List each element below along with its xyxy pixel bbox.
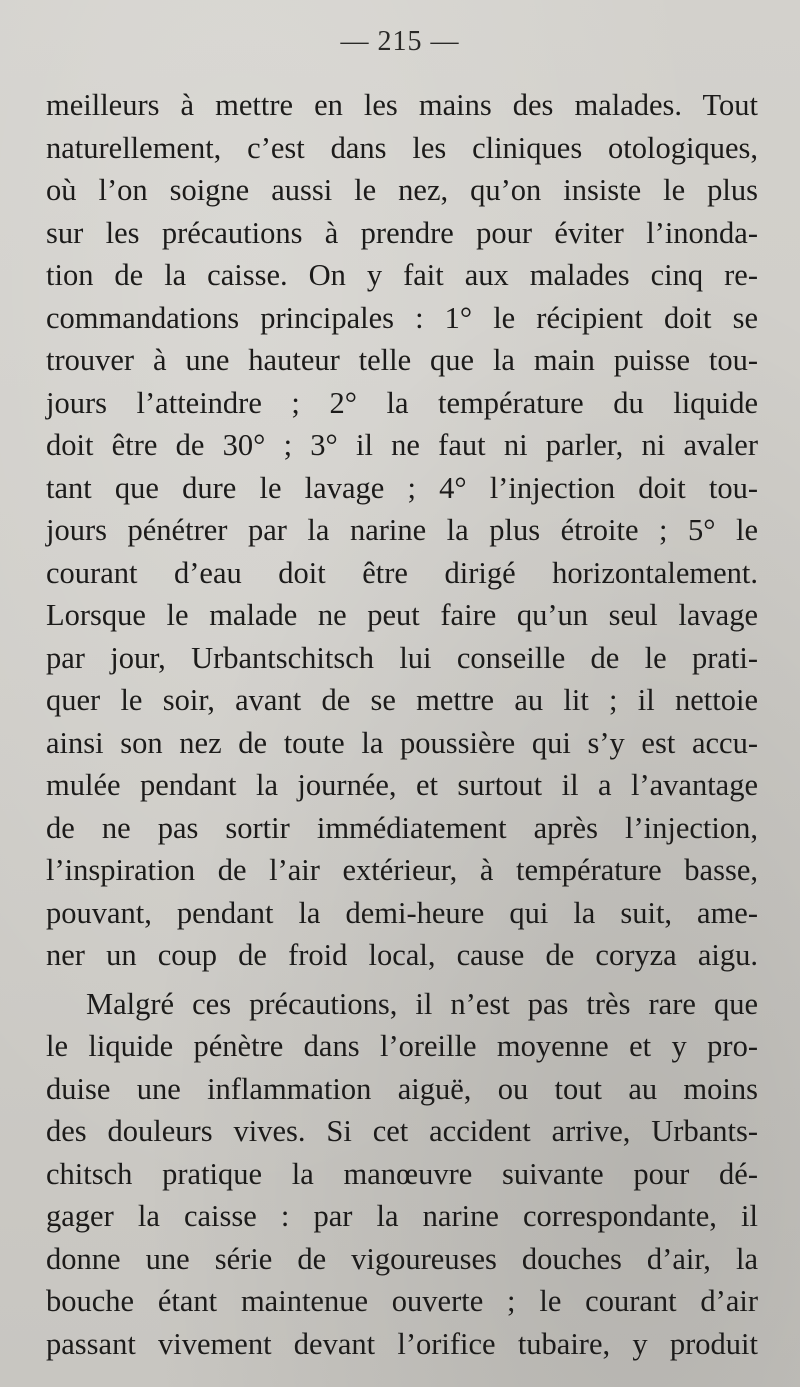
body-text bbox=[46, 84, 758, 1365]
text-line: chitsch pratique la manœuvre suivante pour dé- bbox=[46, 1156, 758, 1191]
text-line: bouche étant maintenue ouverte ; le courant d’air bbox=[46, 1284, 758, 1318]
page-number: — 215 — bbox=[340, 26, 460, 57]
text-line: gager la caisse : par la narine correspondante, il bbox=[46, 1199, 758, 1233]
text-line: mulée pendant la journée, et surtout il a l’avantage bbox=[46, 768, 758, 802]
text-line: doit être de 30° ; 3° il ne faut ni parler, ni avaler bbox=[46, 428, 758, 462]
text-line: meilleurs à mettre en les mains des malades. Tout bbox=[46, 88, 758, 122]
text-line: par jour, Urbantschitsch lui conseille de le prati- bbox=[46, 640, 758, 675]
text-line: quer le soir, avant de se mettre au lit ; il nettoie bbox=[46, 683, 758, 717]
text-line: tion de la caisse. On y fait aux malades cinq re- bbox=[46, 258, 758, 292]
text-line: tant que dure le lavage ; 4° l’injection doit tou- bbox=[46, 470, 758, 505]
text-line: sur les précautions à prendre pour éviter l’inonda- bbox=[46, 215, 758, 250]
paragraph-2 bbox=[46, 983, 758, 1366]
text-line: de ne pas sortir immédiatement après l’injection, bbox=[46, 810, 758, 845]
text-line: pouvant, pendant la demi-heure qui la suit, ame- bbox=[46, 895, 758, 930]
text-line: Malgré ces précautions, il n’est pas très rare que bbox=[86, 986, 758, 1021]
text-line: ner un coup de froid local, cause de coryza aigu. bbox=[46, 938, 758, 972]
paragraph-1 bbox=[46, 84, 758, 977]
text-line: le liquide pénètre dans l’oreille moyenne et y pro- bbox=[46, 1029, 758, 1063]
text-line: commandations principales : 1° le récipient doit se bbox=[46, 300, 758, 335]
text-line: Lorsque le malade ne peut faire qu’un seul lavage bbox=[46, 598, 758, 632]
text-line: des douleurs vives. Si cet accident arrive, Urbants- bbox=[46, 1114, 758, 1148]
text-line: jours pénétrer par la narine la plus étroite ; 5° le bbox=[46, 513, 758, 547]
text-line: jours l’atteindre ; 2° la température du liquide bbox=[46, 385, 758, 420]
text-line: duise une inflammation aiguë, ou tout au moins bbox=[46, 1071, 758, 1106]
text-line: courant d’eau doit être dirigé horizontalement. bbox=[46, 555, 758, 590]
text-line: où l’on soigne aussi le nez, qu’on insiste le plus bbox=[46, 173, 758, 207]
text-line: trouver à une hauteur telle que la main puisse tou- bbox=[46, 343, 758, 377]
text-line: passant vivement devant l’orifice tubaire, y produit bbox=[46, 1326, 758, 1361]
text-line: naturellement, c’est dans les cliniques otologiques, bbox=[46, 130, 758, 165]
text-line: donne une série de vigoureuses douches d’air, la bbox=[46, 1241, 758, 1276]
text-line: ainsi son nez de toute la poussière qui s’y est accu- bbox=[46, 725, 758, 760]
text-line: l’inspiration de l’air extérieur, à température basse, bbox=[46, 853, 758, 887]
